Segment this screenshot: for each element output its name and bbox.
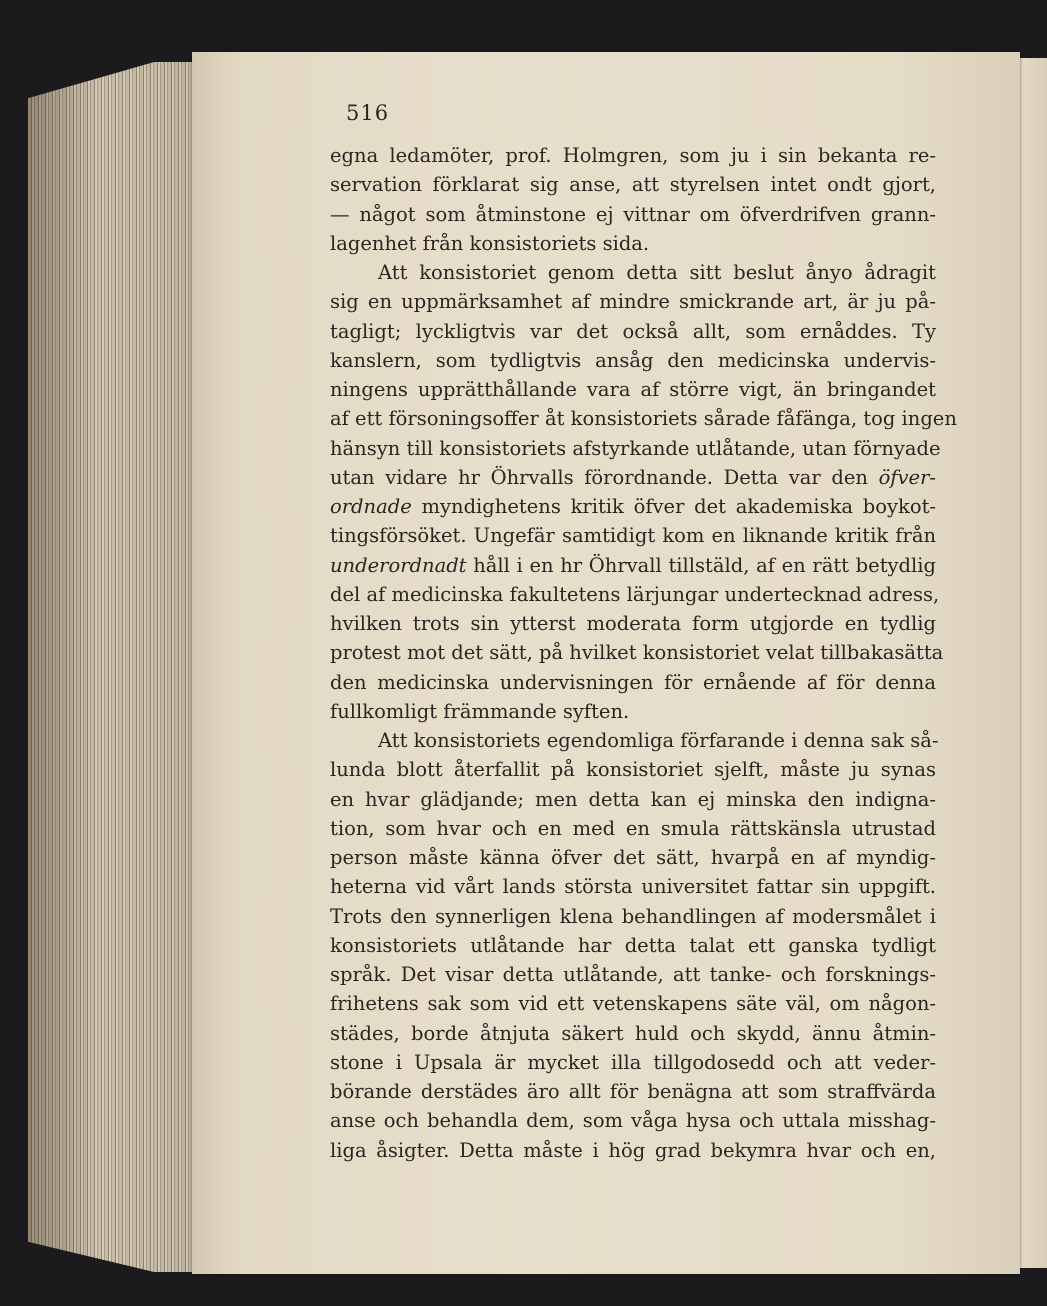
line-text: kanslern, som tydligtvis ansåg den medicinska undervis-	[330, 348, 936, 372]
text-line	[330, 726, 939, 755]
text-line	[330, 755, 936, 784]
text-line	[330, 551, 936, 580]
line-text: tion, som hvar och en med en smula rättskänsla utrustad	[330, 816, 936, 840]
line-text: person måste känna öfver det sätt, hvarpå en af myndig-	[330, 846, 936, 869]
line-text: tagligt; lyckligtvis var det också allt, som ernåddes. Ty	[330, 319, 936, 343]
line-text: anse och behandla dem, som våga hysa och uttala misshag-	[330, 1109, 936, 1133]
line-text: del af medicinska fakultetens lärjungar undertecknad adress,	[330, 582, 940, 606]
page-number: 516	[346, 101, 390, 125]
text-line	[330, 346, 936, 375]
line-text: håll i en hr Öhrvall tillstäld, af en rätt betydlig	[466, 553, 936, 577]
text-line	[330, 843, 936, 872]
line-text: myndighetens kritik öfver det akademiska boykot-	[411, 495, 936, 518]
text-line	[330, 1019, 936, 1048]
text-line	[330, 317, 936, 346]
text-line	[330, 200, 936, 229]
line-text: den medicinska undervisningen för ernående af för denna	[330, 670, 936, 694]
line-text: egna ledamöter, prof. Holmgren, som ju i sin bekanta re-	[330, 144, 936, 167]
text-line	[330, 1106, 936, 1135]
text-line	[330, 638, 944, 667]
italic-text: ordnade	[330, 495, 412, 518]
text-line	[330, 170, 936, 199]
text-line	[330, 404, 957, 433]
line-text: af ett försoningsoffer åt konsistoriets sårade fåfänga, tog ingen	[330, 407, 957, 431]
line-text: Att konsistoriet genom detta sitt beslut ånyo ådragit	[378, 261, 936, 284]
text-line	[330, 1136, 936, 1165]
line-text: stone i Upsala är mycket illa tillgodosedd och att veder-	[330, 1050, 936, 1074]
text-line	[330, 521, 936, 550]
line-text: lunda blott återfallit på konsistoriet sjelft, måste ju synas	[330, 758, 936, 782]
italic-text: öfver-	[878, 465, 936, 489]
text-line	[330, 434, 941, 463]
text-line	[330, 463, 936, 492]
line-text: lagenhet från konsistoriets sida.	[330, 231, 650, 255]
text-line	[330, 229, 936, 258]
line-text: konsistoriets utlåtande har detta talat ett ganska tydligt	[330, 933, 936, 957]
line-text: Att konsistoriets egendomliga förfarande i denna sak så-	[378, 729, 939, 752]
text-line	[330, 785, 936, 814]
line-text: en hvar glädjande; men detta kan ej minska den indigna-	[330, 787, 936, 811]
text-line	[330, 960, 936, 989]
text-line	[330, 287, 936, 316]
line-text: sig en uppmärksamhet af mindre smickrande art, är ju på-	[330, 290, 936, 314]
italic-text: underordnadt	[330, 553, 467, 577]
text-line	[330, 609, 936, 638]
text-line	[330, 1077, 936, 1106]
text-line	[330, 258, 936, 287]
text-line	[330, 697, 936, 726]
text-line	[330, 141, 936, 170]
text-line	[330, 1048, 936, 1077]
text-line	[330, 375, 936, 404]
line-text: protest mot det sätt, på hvilket konsistoriet velat tillbakasätta	[330, 641, 944, 665]
text-line	[330, 931, 936, 960]
line-text: hänsyn till konsistoriets afstyrkande utlåtande, utan förnyade	[330, 436, 941, 460]
line-text: hvilken trots sin ytterst moderata form utgjorde en tydlig	[330, 612, 936, 635]
line-text: liga åsigter. Detta måste i hög grad bekymra hvar och en,	[330, 1138, 936, 1162]
line-text: utan vidare hr Öhrvalls förordnande. Detta var den	[330, 465, 879, 489]
text-line	[330, 902, 936, 931]
text-line	[330, 492, 936, 521]
text-line	[330, 872, 936, 901]
line-text: frihetens sak som vid ett vetenskapens säte väl, om någon-	[330, 992, 936, 1016]
text-line	[330, 814, 936, 843]
line-text: ningens upprätthållande vara af större vigt, än bringandet	[330, 378, 936, 401]
text-line	[330, 668, 936, 697]
page-edges	[28, 62, 203, 1272]
text-line	[330, 989, 936, 1018]
text-line	[330, 580, 940, 609]
line-text: heterna vid vårt lands största universitet fattar sin uppgift.	[330, 875, 936, 899]
line-text: börande derstädes äro allt för benägna att som straffvärda	[330, 1080, 936, 1103]
line-text: Trots den synnerligen klena behandlingen af modersmålet i	[330, 904, 936, 928]
line-text: servation förklarat sig anse, att styrelsen intet ondt gjort,	[330, 173, 936, 197]
line-text: — något som åtminstone ej vittnar om öfverdrifven grann-	[330, 202, 936, 226]
line-text: fullkomligt främmande syften.	[330, 699, 630, 723]
body-text	[330, 141, 957, 1165]
line-text: tingsförsöket. Ungefär samtidigt kom en liknande kritik från	[330, 524, 936, 548]
line-text: städes, borde åtnjuta säkert huld och skydd, ännu åtmin-	[330, 1021, 936, 1045]
line-text: språk. Det visar detta utlåtande, att tanke- och forsknings-	[330, 963, 936, 986]
